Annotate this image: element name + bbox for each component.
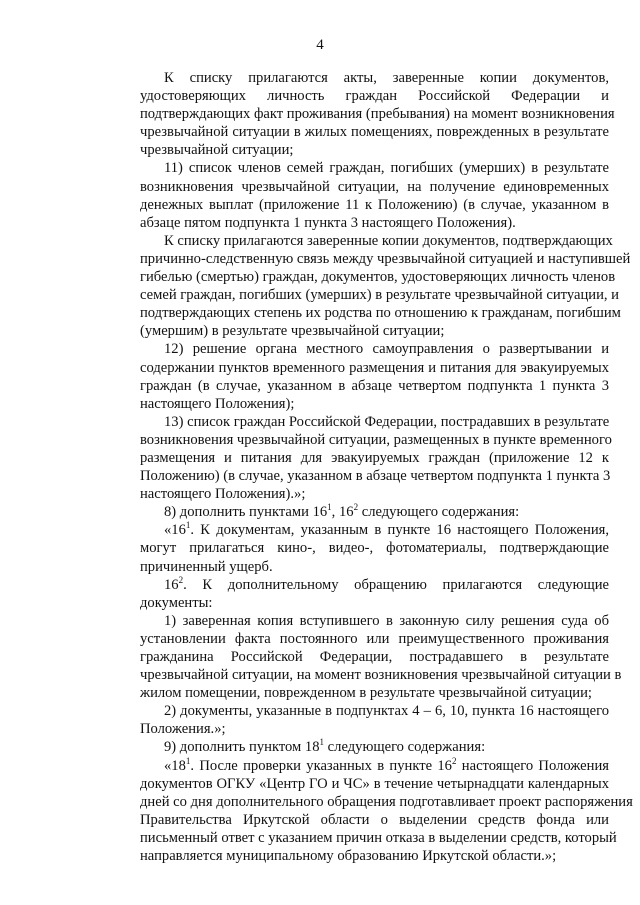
text-line: 2) документы, указанные в подпунктах 4 – 6, 10, пункта 16 настоящего (164, 703, 609, 720)
page-number: 4 (316, 37, 324, 53)
paragraph-p8 (116, 576, 609, 612)
text-line: направляется муниципальному образованию Иркутской области.»; (140, 848, 557, 865)
text-line: Положению) (в случае, указанном в абзаце четвертом подпункта 1 пункта 3 (140, 468, 611, 485)
text-line: (умершим) в результате чрезвычайной ситуации; (140, 323, 445, 340)
text-line: удостоверяющих личность граждан Российской Федерации и (140, 88, 609, 105)
text-line: могут прилагаться кино-, видео-, фотоматериалы, подтверждающие (140, 540, 609, 557)
paragraph-p12 (116, 755, 633, 866)
text-line: гражданина Российской Федерации, пострадавшего в результате (140, 649, 609, 665)
text-line: содержании пунктов временного размещения и питания для эвакуируемых (140, 359, 609, 376)
text-line: 11) список членов семей граждан, погибших (умерших) в результате (164, 160, 609, 177)
text-line: 12) решение органа местного самоуправления о развертывании и (164, 341, 609, 358)
text-line: чрезвычайной ситуации, на момент возникновения чрезвычайной ситуации в (140, 667, 622, 684)
text-line: семей граждан, погибших (умерших) в результате чрезвычайной ситуации, и (140, 287, 619, 304)
paragraph-p9 (116, 612, 622, 702)
text-line: абзаце пятом подпункта 1 пункта 3 настоящего Положения). (140, 214, 516, 231)
text-line: К списку прилагаются акты, заверенные копии документов, (164, 70, 609, 86)
text-line: «$18^1$. После проверки указанных в пункте $16^2$ настоящего Положения (164, 755, 609, 774)
paragraph-p5 (116, 413, 612, 503)
text-line: 13) список граждан Российской Федерации, пострадавших в результате (164, 413, 610, 430)
text-line: 1) заверенная копия вступившего в законную силу решения суда об (164, 612, 609, 629)
text-line: 8) дополнить пунктами $16^1$, $16^2$ следующего содержания: (164, 502, 520, 521)
paragraph-p11 (116, 738, 609, 756)
paragraph-p2 (116, 159, 609, 231)
document-body (116, 69, 633, 865)
paragraph-p7 (116, 521, 609, 575)
text-line: гибелью (смертью) граждан, документов, удостоверяющих личность членов (140, 269, 616, 286)
text-line: Правительства Иркутской области о выделении средств фонда или (140, 811, 609, 828)
text-line: письменный ответ с указанием причин отказа в выделении средств, который (140, 829, 617, 846)
text-line: Положения.»; (140, 721, 226, 738)
text-line: настоящего Положения).»; (140, 486, 306, 503)
paragraph-p1 (116, 69, 615, 159)
text-line: возникновения чрезвычайной ситуации, размещенных в пункте временного (140, 431, 612, 448)
text-line: установлении факта постоянного или преимущественного проживания (140, 630, 609, 647)
text-line: чрезвычайной ситуации; (140, 142, 294, 159)
text-line: К списку прилагаются заверенные копии документов, подтверждающих (164, 232, 613, 249)
text-line: размещения и питания для эвакуируемых граждан (приложение 12 к (140, 449, 609, 466)
text-line: дней со дня дополнительного обращения подготавливает проект распоряжения (140, 793, 633, 810)
text-line: причиненный ущерб. (140, 558, 273, 575)
paragraph-p6 (116, 503, 609, 521)
paragraph-p3 (116, 232, 631, 341)
text-line: подтверждающих степень их родства по отношению к гражданам, погибшим (140, 305, 621, 322)
text-line: возникновения чрезвычайной ситуации, на получение единовременных (140, 178, 609, 195)
text-line: чрезвычайной ситуации в жилых помещениях, поврежденных в результате (140, 124, 609, 141)
text-line: денежных выплат (приложение 11 к Положению) (в случае, указанном в (140, 196, 609, 213)
text-line: причинно-следственную связь между чрезвычайной ситуацией и наступившей (140, 250, 631, 267)
text-line: настоящего Положения); (140, 395, 295, 412)
text-line: граждан (в случае, указанном в абзаце четвертом подпункта 1 пункта 3 (140, 377, 609, 394)
paragraph-p4 (116, 340, 609, 412)
text-line: 9) дополнить пунктом $18^1$ следующего содержания: (164, 737, 486, 756)
text-line: «$16^1$. К документам, указанным в пункте 16 настоящего Положения, (164, 520, 609, 539)
paragraph-p10 (116, 702, 609, 738)
text-line: подтверждающих факт проживания (пребывания) на момент возникновения (140, 106, 615, 123)
text-line: жилом помещении, поврежденном в результате чрезвычайной ситуации; (140, 685, 592, 702)
text-line: $16^2$. К дополнительному обращению прилагаются следующие (164, 574, 609, 593)
text-line: документы: (140, 594, 213, 611)
text-line: документов ОГКУ «Центр ГО и ЧС» в течение четырнадцати календарных (140, 775, 609, 792)
